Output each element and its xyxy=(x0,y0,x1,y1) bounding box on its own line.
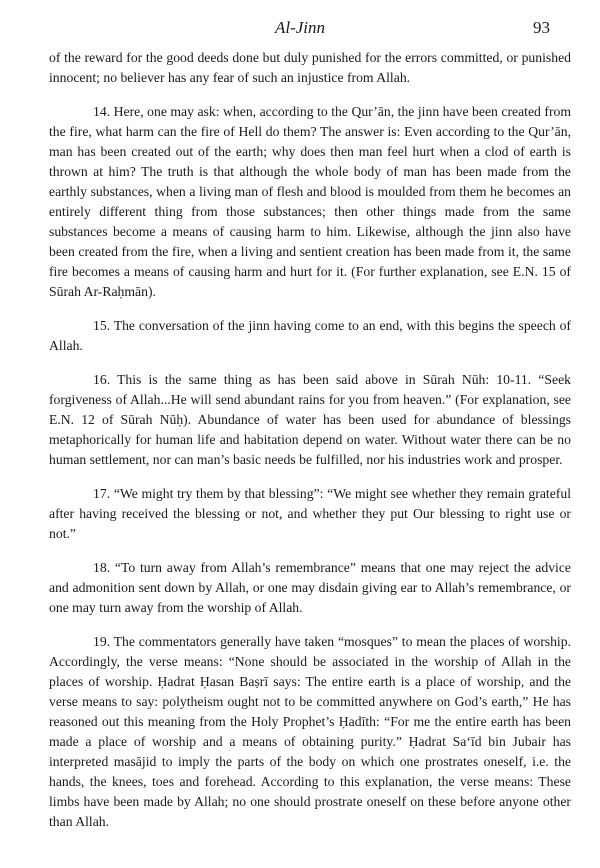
page-number: 93 xyxy=(533,18,550,37)
paragraph-continuation: of the reward for the good deeds done but duly punished for the errors committed, or punished innocent; no believer has any fear of such an injustice from Allah. xyxy=(49,50,571,85)
note-14: 14. Here, one may ask: when, according to the Qur’ān, the jinn have been created from the fire, what harm can the fire of Hell do them? The answer is: Even according to the Qur’ān, man has been created out of the earth; why does then man feel hurt when a clod of earth is thrown at him? The truth is that although the whole body of man has been made from the earthly substances, when a living man of flesh and blood is moulded from them he becomes an entirely different thing from those substances; then other things made from the same substances become a means of causing harm to him. Likewise, although the jinn also have been created from the fire, when a living and sentient creation has been made from it, the same fire becomes a means of causing harm and hurt for it. (For further explanation, see E.N. 15 of Sūrah Ar-Raḥmān). xyxy=(49,104,571,299)
page-body xyxy=(49,48,571,832)
note-18: 18. “To turn away from Allah’s remembrance” means that one may reject the advice and admonition sent down by Allah, or one may disdain giving ear to Allah’s remembrance, or one may turn away from the worship of Allah. xyxy=(49,560,571,615)
note-19: 19. The commentators generally have taken “mosques” to mean the places of worship. Accordingly, the verse means: “None should be associated in the worship of Allah in the places of worship. Ḥadrat Ḥasan Baṣrī says: The entire earth is a place of worship, and the verse means to say: polytheism ought not to be committed anywhere on God’s earth,” He has reasoned out this meaning from the Holy Prophet’s Ḥadīth: “For me the entire earth has been made a place of worship and a means of obtaining purity.” Ḥadrat Sa‘īd bin Jubair has interpreted masājid to imply the parts of the body on which one prostrates oneself, i.e. the hands, the knees, toes and forehead. According to this explanation, the verse means: These limbs have been made by Allah; no one should prostrate oneself on these before anyone other than Allah. xyxy=(49,634,571,829)
running-title: Al-Jinn xyxy=(274,18,326,37)
page-header xyxy=(0,18,600,42)
note-16: 16. This is the same thing as has been said above in Sūrah Nūh: 10-11. “Seek forgiveness of Allah...He will send abundant rains for you from heaven.” (For explanation, see E.N. 12 of Sūrah Nūḥ). Abundance of water has been used for abundance of blessings metaphorically for human life and habitation depend on water. Without water there can be no human settlement, nor can man’s basic needs be fulfilled, nor his industries work and prosper. xyxy=(49,372,571,467)
note-15: 15. The conversation of the jinn having come to an end, with this begins the speech of Allah. xyxy=(49,318,571,353)
note-17: 17. “We might try them by that blessing”: “We might see whether they remain grateful after having received the blessing or not, and whether they put Our blessing to right use or not.” xyxy=(49,486,571,541)
